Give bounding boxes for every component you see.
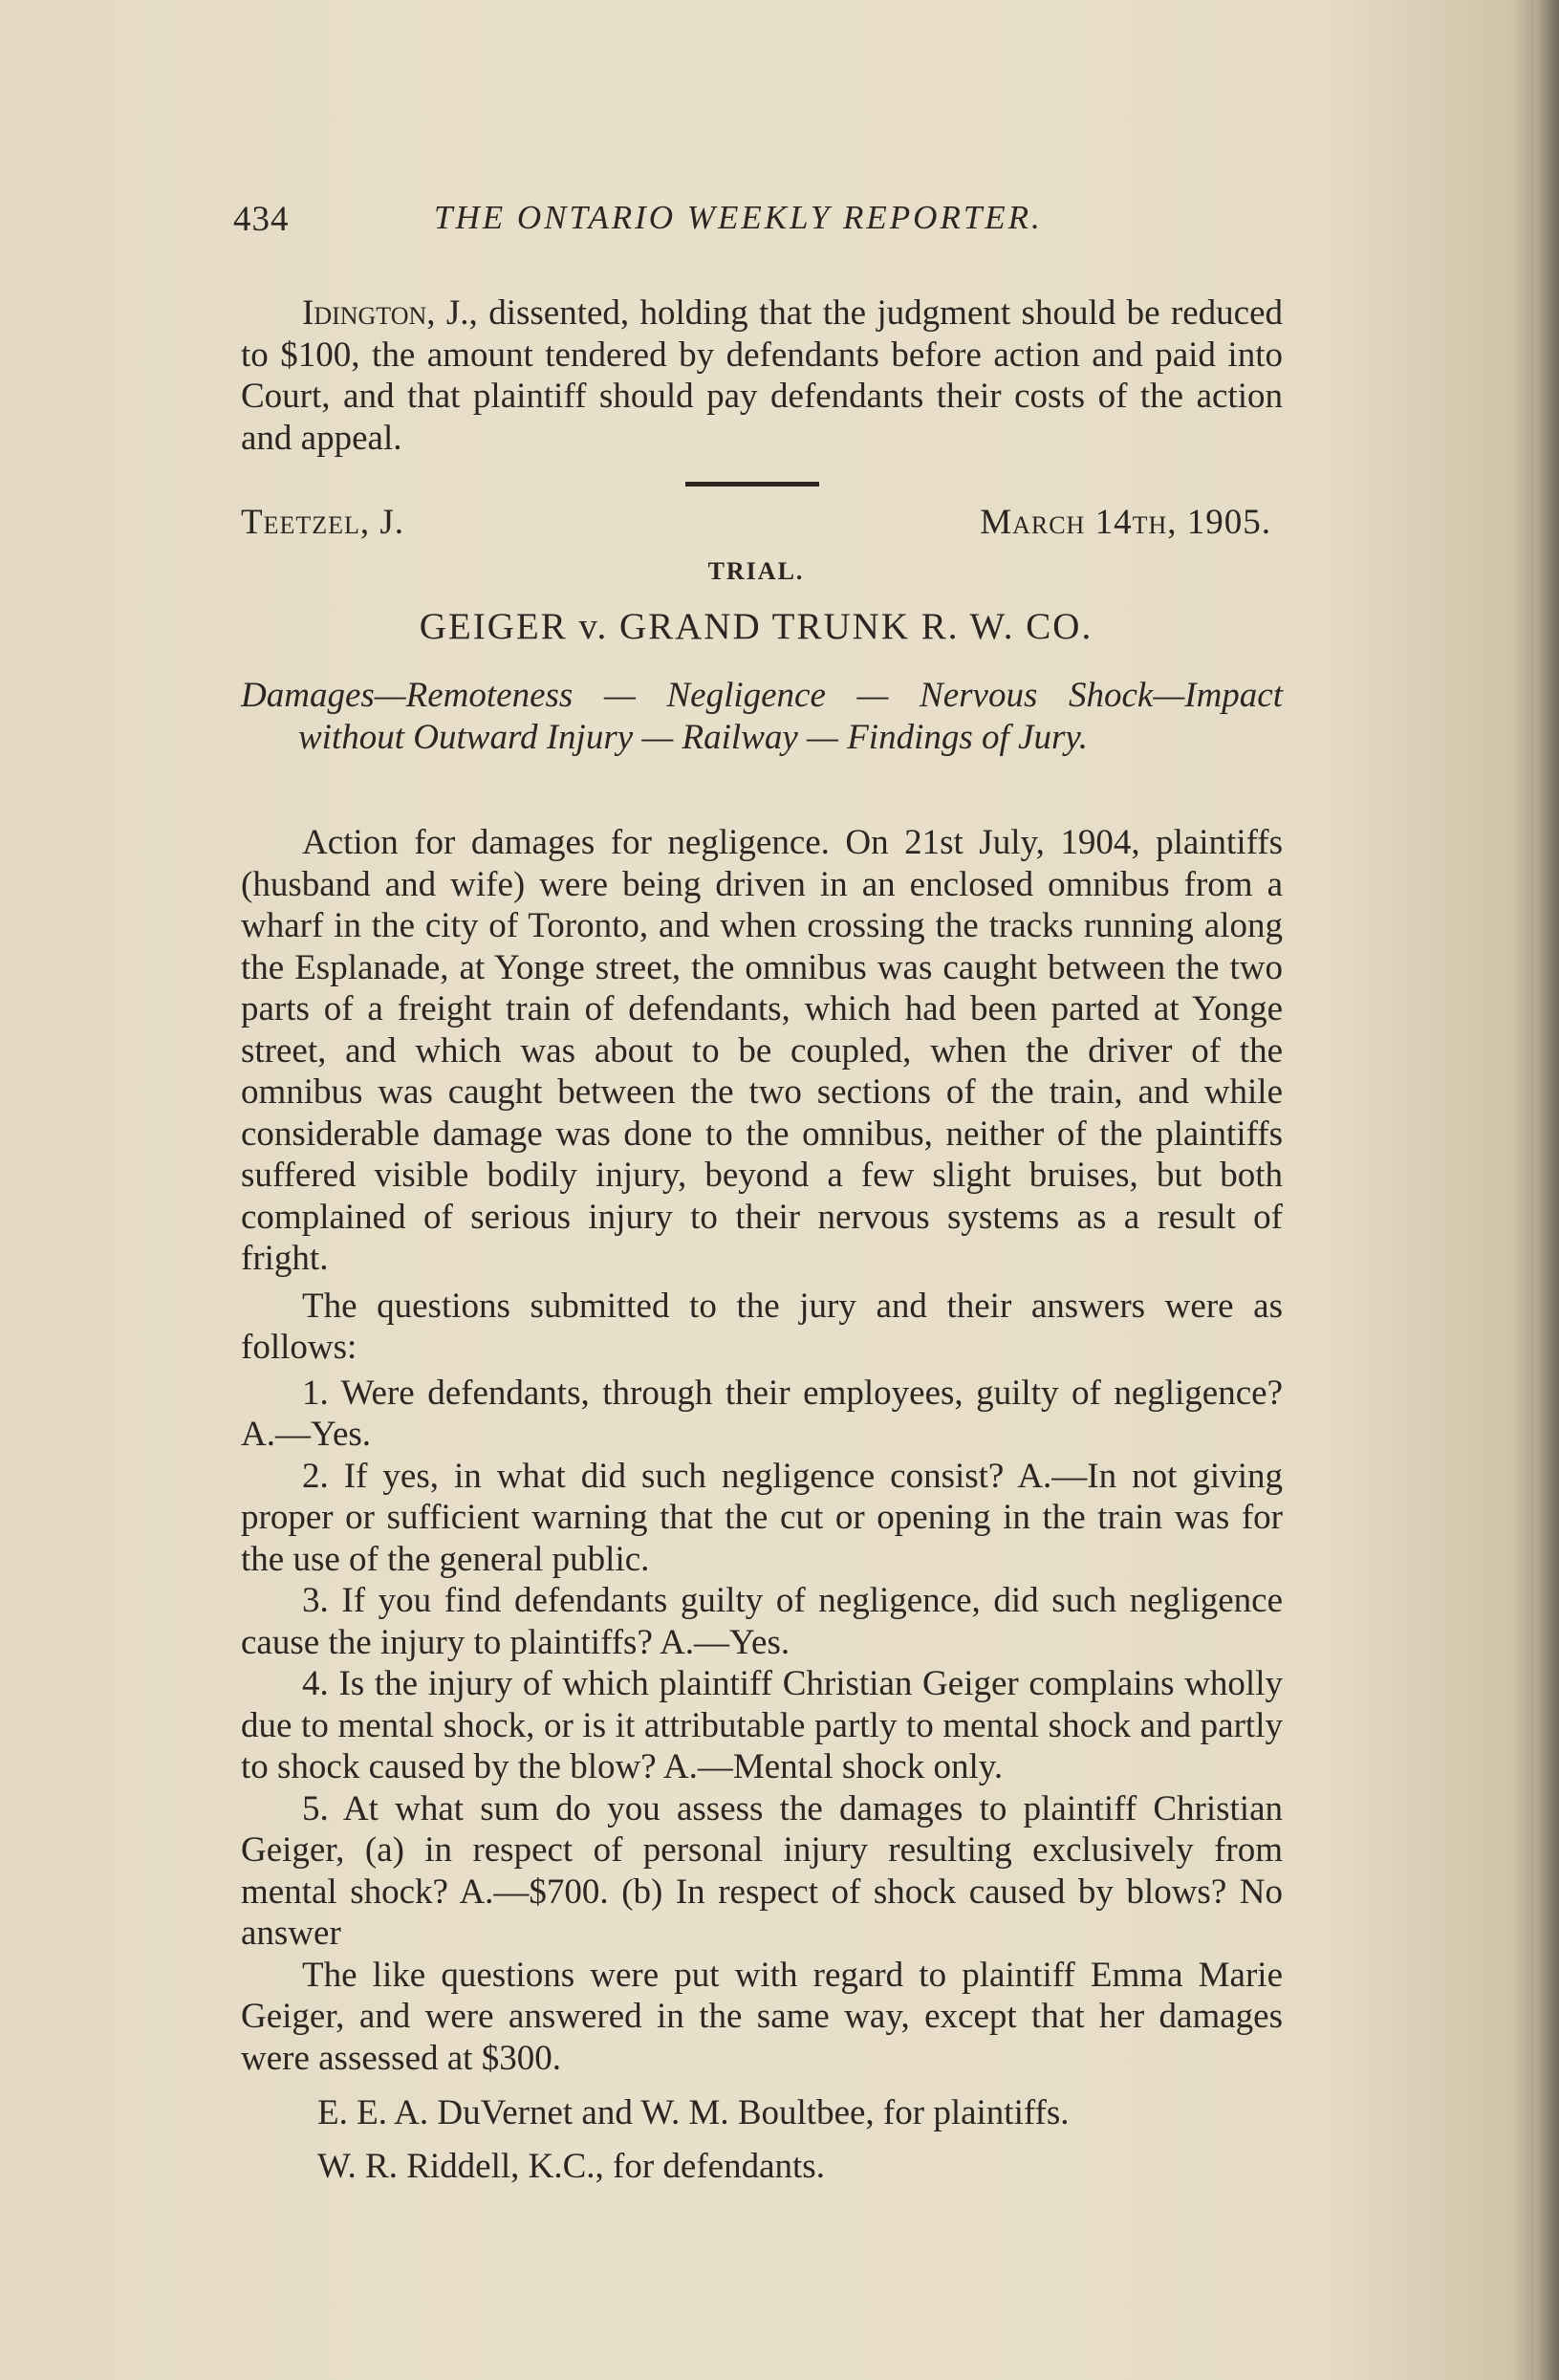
headnote: Damages—Remoteness — Negligence — Nervous Shock—Impact without Outward Injury — Railway — Findings of Jury.	[241, 676, 1283, 757]
dissent-text: , J., dissented, holding that the judgment should be reduced to $100, the amount tendered by defendants before action and paid into Court, and that plaintiff should pay defendants their costs of the action and appeal.	[241, 293, 1283, 458]
case-body	[241, 822, 1283, 2187]
case-title: GEIGER v. GRAND TRUNK R. W. CO.	[419, 606, 1093, 647]
section-divider	[685, 482, 819, 487]
journal-title: THE ONTARIO WEEKLY REPORTER.	[434, 199, 1043, 236]
question-1: 1. Were defendants, through their employees, guilty of negligence? A.—Yes.	[241, 1373, 1283, 1454]
case-judge-suffix: , J.	[359, 503, 405, 542]
dissent-judge: Idington	[302, 293, 427, 333]
court-line	[241, 502, 1271, 550]
question-3: 3. If you find defendants guilty of negligence, did such negligence cause the injury to plaintiffs? A.—Yes.	[241, 1581, 1283, 1662]
question-5: 5. At what sum do you assess the damages to plaintiff Christian Geiger, (a) in respect of personal injury resulting exclusively from mental shock? A.—$700. (b) In respect of shock caused by blows? No answer	[241, 1788, 1283, 1953]
counsel-plaintiffs: E. E. A. DuVernet and W. M. Boultbee, for plaintiffs.	[317, 2093, 1070, 2132]
dissent-paragraph	[241, 292, 1283, 459]
case-date-month: March	[980, 503, 1086, 542]
questions-intro: The questions submitted to the jury and their answers were as follows:	[241, 1286, 1283, 1367]
case-date: 14th, 1905.	[1085, 503, 1271, 542]
proceeding-label: TRIAL.	[707, 557, 805, 585]
page-number: 434	[233, 200, 290, 239]
question-4: 4. Is the injury of which plaintiff Christian Geiger complains wholly due to mental shock, or is it attributable partly to mental shock and partly to shock caused by the blow? A.—Mental shock only.	[241, 1664, 1283, 1786]
counsel-defendants: W. R. Riddell, K.C., for defendants.	[317, 2146, 825, 2186]
case-judge: Teetzel	[241, 503, 360, 542]
question-2: 2. If yes, in what did such negligence consist? A.—In not giving proper or sufficient warning that the cut or opening in the train was for the use of the general public.	[241, 1456, 1283, 1579]
like-questions-paragraph: The like questions were put with regard to plaintiff Emma Marie Geiger, and were answered in the same way, except that her damages were assessed at $300.	[241, 1955, 1283, 2078]
running-header	[233, 199, 1275, 256]
page-edge	[1534, 0, 1559, 2380]
facts-paragraph: Action for damages for negligence. On 21st July, 1904, plaintiffs (husband and wife) were being driven in an enclosed omnibus from a wharf in the city of Toronto, and when crossing the tracks running along the Esplanade, at Yonge street, the omnibus was caught between the two parts of a freight train of defendants, which had been parted at Yonge street, and which was about to be coupled, when the driver of the omnibus was caught between the two sections of the train, and while considerable damage was done to the omnibus, neither of the plaintiffs suffered visible bodily injury, beyond a few slight bruises, but both complained of serious injury to their nervous systems as a result of fright.	[241, 823, 1283, 1278]
